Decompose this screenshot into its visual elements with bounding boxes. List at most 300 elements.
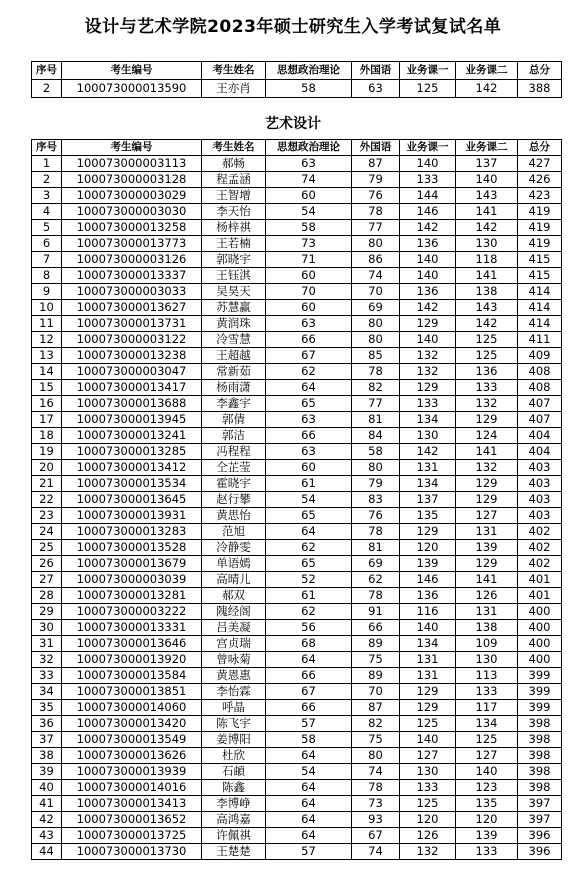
cell-candidate-id: 100073000013420	[62, 716, 202, 732]
table-row	[32, 220, 562, 236]
cell-candidate-id: 100073000003122	[62, 332, 202, 348]
cell-candidate-id: 100073000013331	[62, 620, 202, 636]
table-row	[32, 380, 562, 396]
table-row	[32, 668, 562, 684]
cell-subject-1: 131	[400, 460, 456, 476]
cell-candidate-id: 100073000013652	[62, 812, 202, 828]
cell-subject-1: 140	[400, 268, 456, 284]
cell-foreign-language: 81	[352, 540, 400, 556]
cell-candidate-id: 100073000003222	[62, 604, 202, 620]
cell-seq: 9	[32, 284, 62, 300]
cell-subject-2: 129	[456, 412, 518, 428]
column-header-foreign-language: 外国语	[352, 62, 400, 80]
cell-politics: 64	[266, 748, 352, 764]
cell-politics: 63	[266, 316, 352, 332]
cell-seq: 31	[32, 636, 62, 652]
cell-politics: 66	[266, 428, 352, 444]
cell-candidate-name: 陈鑫	[202, 780, 266, 796]
cell-total: 397	[518, 812, 562, 828]
cell-total: 397	[518, 796, 562, 812]
column-header-seq: 序号	[32, 62, 62, 80]
document-title: 设计与艺术学院2023年硕士研究生入学考试复试名单	[84, 17, 502, 37]
cell-candidate-name: 杨雨潇	[202, 380, 266, 396]
cell-foreign-language: 77	[352, 396, 400, 412]
cell-seq: 1	[32, 156, 62, 172]
cell-subject-2: 138	[456, 620, 518, 636]
cell-seq: 35	[32, 700, 62, 716]
cell-subject-1: 120	[400, 812, 456, 828]
table-row	[32, 316, 562, 332]
cell-candidate-name: 高晴儿	[202, 572, 266, 588]
cell-subject-1: 126	[400, 828, 456, 844]
cell-candidate-name: 高鸿嘉	[202, 812, 266, 828]
cell-candidate-name: 黄恩惠	[202, 668, 266, 684]
cell-foreign-language: 70	[352, 284, 400, 300]
cell-foreign-language: 69	[352, 556, 400, 572]
cell-candidate-id: 100073000013417	[62, 380, 202, 396]
cell-seq: 23	[32, 508, 62, 524]
cell-seq: 42	[32, 812, 62, 828]
cell-total: 400	[518, 604, 562, 620]
table-row	[32, 428, 562, 444]
cell-subject-1: 142	[400, 220, 456, 236]
column-header-subject-1: 业务课一	[400, 140, 456, 156]
cell-subject-2: 142	[456, 316, 518, 332]
cell-candidate-name: 冷静雯	[202, 540, 266, 556]
cell-subject-2: 136	[456, 364, 518, 380]
cell-subject-2: 140	[456, 764, 518, 780]
cell-politics: 65	[266, 556, 352, 572]
cell-total: 414	[518, 284, 562, 300]
cell-candidate-name: 黄思怡	[202, 508, 266, 524]
table-row	[32, 620, 562, 636]
cell-candidate-id: 100073000013528	[62, 540, 202, 556]
cell-politics: 70	[266, 284, 352, 300]
cell-subject-1: 120	[400, 540, 456, 556]
cell-seq: 10	[32, 300, 62, 316]
cell-politics: 62	[266, 364, 352, 380]
cell-foreign-language: 76	[352, 188, 400, 204]
cell-foreign-language: 80	[352, 460, 400, 476]
cell-total: 423	[518, 188, 562, 204]
cell-total: 419	[518, 220, 562, 236]
table-row	[32, 524, 562, 540]
cell-candidate-name: 王钰淇	[202, 268, 266, 284]
cell-seq: 16	[32, 396, 62, 412]
cell-seq: 34	[32, 684, 62, 700]
cell-subject-2: 131	[456, 604, 518, 620]
table-row	[32, 652, 562, 668]
cell-subject-2: 117	[456, 700, 518, 716]
cell-candidate-id: 100073000013413	[62, 796, 202, 812]
cell-subject-2: 134	[456, 716, 518, 732]
table-row	[32, 284, 562, 300]
column-header-subject-2: 业务课二	[456, 140, 518, 156]
cell-politics: 63	[266, 412, 352, 428]
cell-candidate-id: 100073000013851	[62, 684, 202, 700]
cell-candidate-name: 杨梓祺	[202, 220, 266, 236]
cell-foreign-language: 89	[352, 668, 400, 684]
cell-candidate-id: 100073000003029	[62, 188, 202, 204]
cell-foreign-language: 91	[352, 604, 400, 620]
cell-subject-2: 131	[456, 524, 518, 540]
cell-candidate-id: 100073000003128	[62, 172, 202, 188]
table-row	[32, 188, 562, 204]
cell-total: 404	[518, 444, 562, 460]
cell-politics: 54	[266, 204, 352, 220]
cell-politics: 62	[266, 540, 352, 556]
cell-seq: 36	[32, 716, 62, 732]
column-header-politics: 思想政治理论	[266, 140, 352, 156]
cell-candidate-name: 曾咏菊	[202, 652, 266, 668]
cell-total: 414	[518, 300, 562, 316]
cell-seq: 41	[32, 796, 62, 812]
cell-candidate-id: 100073000013939	[62, 764, 202, 780]
column-header-subject-2: 业务课二	[456, 62, 518, 80]
cell-total: 419	[518, 236, 562, 252]
table-row	[32, 172, 562, 188]
cell-politics: 56	[266, 620, 352, 636]
cell-subject-2: 143	[456, 188, 518, 204]
cell-subject-2: 137	[456, 156, 518, 172]
cell-subject-2: 130	[456, 652, 518, 668]
cell-politics: 63	[266, 156, 352, 172]
column-header-total: 总分	[518, 62, 562, 80]
table-row	[32, 684, 562, 700]
table-row	[32, 348, 562, 364]
cell-total: 398	[518, 748, 562, 764]
cell-politics: 54	[266, 492, 352, 508]
cell-candidate-id: 100073000013412	[62, 460, 202, 476]
cell-politics: 63	[266, 444, 352, 460]
table-row	[32, 236, 562, 252]
cell-candidate-name: 李博峥	[202, 796, 266, 812]
cell-candidate-name: 石頔	[202, 764, 266, 780]
cell-candidate-id: 100073000013731	[62, 316, 202, 332]
cell-subject-2: 132	[456, 460, 518, 476]
cell-total: 401	[518, 588, 562, 604]
cell-seq: 8	[32, 268, 62, 284]
cell-politics: 61	[266, 476, 352, 492]
column-header-candidate-name: 考生姓名	[202, 62, 266, 80]
cell-foreign-language: 69	[352, 300, 400, 316]
cell-total: 426	[518, 172, 562, 188]
cell-subject-2: 120	[456, 812, 518, 828]
cell-subject-2: 143	[456, 300, 518, 316]
cell-candidate-name: 王亦肖	[202, 80, 266, 98]
table-row	[32, 748, 562, 764]
cell-subject-2: 118	[456, 252, 518, 268]
cell-politics: 64	[266, 780, 352, 796]
cell-candidate-id: 100073000003039	[62, 572, 202, 588]
table-row	[32, 764, 562, 780]
cell-subject-1: 129	[400, 684, 456, 700]
table-row	[32, 572, 562, 588]
cell-foreign-language: 93	[352, 812, 400, 828]
cell-politics: 60	[266, 300, 352, 316]
cell-seq: 4	[32, 204, 62, 220]
table-row	[32, 444, 562, 460]
cell-candidate-id: 100073000013920	[62, 652, 202, 668]
cell-total: 403	[518, 508, 562, 524]
cell-politics: 64	[266, 796, 352, 812]
cell-candidate-name: 冯程程	[202, 444, 266, 460]
cell-politics: 57	[266, 716, 352, 732]
cell-total: 403	[518, 492, 562, 508]
cell-total: 407	[518, 412, 562, 428]
cell-politics: 60	[266, 268, 352, 284]
cell-politics: 64	[266, 652, 352, 668]
cell-politics: 66	[266, 700, 352, 716]
cell-seq: 33	[32, 668, 62, 684]
cell-seq: 7	[32, 252, 62, 268]
cell-seq: 37	[32, 732, 62, 748]
cell-subject-2: 142	[456, 80, 518, 98]
cell-candidate-id: 100073000003030	[62, 204, 202, 220]
cell-candidate-id: 100073000013534	[62, 476, 202, 492]
cell-total: 388	[518, 80, 562, 98]
cell-seq: 21	[32, 476, 62, 492]
cell-total: 398	[518, 764, 562, 780]
cell-subject-1: 125	[400, 716, 456, 732]
cell-subject-1: 129	[400, 380, 456, 396]
cell-total: 402	[518, 540, 562, 556]
cell-subject-1: 127	[400, 748, 456, 764]
cell-candidate-name: 陈飞宇	[202, 716, 266, 732]
cell-subject-2: 141	[456, 572, 518, 588]
cell-candidate-name: 吕美凝	[202, 620, 266, 636]
cell-candidate-id: 100073000013283	[62, 524, 202, 540]
cell-subject-2: 129	[456, 492, 518, 508]
cell-subject-2: 127	[456, 748, 518, 764]
cell-subject-1: 130	[400, 428, 456, 444]
cell-total: 408	[518, 380, 562, 396]
cell-candidate-id: 100073000013646	[62, 636, 202, 652]
cell-candidate-name: 李怡霖	[202, 684, 266, 700]
cell-candidate-name: 李天怡	[202, 204, 266, 220]
cell-subject-1: 132	[400, 364, 456, 380]
cell-seq: 19	[32, 444, 62, 460]
cell-foreign-language: 75	[352, 732, 400, 748]
table-row	[32, 636, 562, 652]
cell-candidate-name: 黄润珠	[202, 316, 266, 332]
cell-politics: 64	[266, 380, 352, 396]
cell-candidate-id: 100073000013337	[62, 268, 202, 284]
cell-foreign-language: 62	[352, 572, 400, 588]
cell-subject-2: 129	[456, 556, 518, 572]
cell-foreign-language: 87	[352, 700, 400, 716]
cell-foreign-language: 79	[352, 476, 400, 492]
cell-subject-2: 125	[456, 732, 518, 748]
table-row	[32, 508, 562, 524]
cell-politics: 73	[266, 236, 352, 252]
cell-seq: 38	[32, 748, 62, 764]
table-row	[32, 780, 562, 796]
cell-seq: 3	[32, 188, 62, 204]
cell-seq: 2	[32, 172, 62, 188]
table-header-row	[32, 62, 562, 80]
column-header-total: 总分	[518, 140, 562, 156]
cell-total: 400	[518, 652, 562, 668]
cell-candidate-name: 宫贞瑞	[202, 636, 266, 652]
cell-politics: 67	[266, 684, 352, 700]
cell-total: 403	[518, 476, 562, 492]
cell-subject-1: 125	[400, 80, 456, 98]
cell-politics: 54	[266, 764, 352, 780]
cell-candidate-name: 许佩祺	[202, 828, 266, 844]
column-header-politics: 思想政治理论	[266, 62, 352, 80]
cell-seq: 20	[32, 460, 62, 476]
cell-total: 411	[518, 332, 562, 348]
cell-foreign-language: 58	[352, 444, 400, 460]
cell-subject-1: 133	[400, 172, 456, 188]
cell-foreign-language: 79	[352, 172, 400, 188]
cell-subject-1: 136	[400, 236, 456, 252]
cell-foreign-language: 63	[352, 80, 400, 98]
cell-foreign-language: 80	[352, 316, 400, 332]
cell-foreign-language: 80	[352, 748, 400, 764]
cell-candidate-name: 郭洁	[202, 428, 266, 444]
cell-politics: 62	[266, 604, 352, 620]
cell-subject-1: 146	[400, 572, 456, 588]
table-row	[32, 268, 562, 284]
cell-politics: 61	[266, 588, 352, 604]
cell-total: 409	[518, 348, 562, 364]
cell-candidate-id: 100073000013281	[62, 588, 202, 604]
table-row	[32, 460, 562, 476]
cell-candidate-name: 呼晶	[202, 700, 266, 716]
cell-subject-1: 144	[400, 188, 456, 204]
table-row	[32, 476, 562, 492]
admission-table-1	[31, 61, 562, 98]
cell-foreign-language: 78	[352, 364, 400, 380]
cell-subject-2: 139	[456, 828, 518, 844]
table-row	[32, 844, 562, 860]
cell-candidate-id: 100073000013688	[62, 396, 202, 412]
cell-foreign-language: 80	[352, 236, 400, 252]
table-row	[32, 604, 562, 620]
cell-foreign-language: 78	[352, 588, 400, 604]
cell-foreign-language: 77	[352, 220, 400, 236]
cell-total: 399	[518, 700, 562, 716]
cell-candidate-name: 郝双	[202, 588, 266, 604]
cell-seq: 17	[32, 412, 62, 428]
cell-politics: 60	[266, 188, 352, 204]
cell-seq: 32	[32, 652, 62, 668]
column-header-candidate-name: 考生姓名	[202, 140, 266, 156]
cell-subject-2: 113	[456, 668, 518, 684]
cell-politics: 64	[266, 524, 352, 540]
cell-politics: 74	[266, 172, 352, 188]
cell-total: 404	[518, 428, 562, 444]
cell-subject-1: 116	[400, 604, 456, 620]
cell-candidate-id: 100073000014016	[62, 780, 202, 796]
cell-subject-2: 109	[456, 636, 518, 652]
cell-subject-1: 134	[400, 636, 456, 652]
cell-candidate-id: 100073000003033	[62, 284, 202, 300]
cell-seq: 12	[32, 332, 62, 348]
cell-subject-1: 129	[400, 316, 456, 332]
cell-seq: 14	[32, 364, 62, 380]
cell-total: 415	[518, 252, 562, 268]
cell-foreign-language: 82	[352, 380, 400, 396]
cell-candidate-id: 100073000013626	[62, 748, 202, 764]
cell-candidate-name: 冷雪慧	[202, 332, 266, 348]
cell-politics: 60	[266, 460, 352, 476]
cell-total: 396	[518, 828, 562, 844]
cell-seq: 43	[32, 828, 62, 844]
cell-subject-2: 124	[456, 428, 518, 444]
cell-foreign-language: 66	[352, 620, 400, 636]
cell-total: 401	[518, 572, 562, 588]
table-row	[32, 828, 562, 844]
cell-subject-1: 134	[400, 412, 456, 428]
cell-candidate-id: 100073000013258	[62, 220, 202, 236]
cell-candidate-name: 仝芷莹	[202, 460, 266, 476]
cell-foreign-language: 80	[352, 332, 400, 348]
cell-candidate-name: 杜欣	[202, 748, 266, 764]
cell-foreign-language: 78	[352, 524, 400, 540]
cell-total: 400	[518, 620, 562, 636]
cell-subject-1: 136	[400, 588, 456, 604]
cell-foreign-language: 74	[352, 764, 400, 780]
table-row	[32, 80, 562, 98]
cell-subject-1: 142	[400, 300, 456, 316]
cell-subject-1: 146	[400, 204, 456, 220]
column-header-seq: 序号	[32, 140, 62, 156]
cell-subject-1: 135	[400, 508, 456, 524]
cell-seq: 40	[32, 780, 62, 796]
cell-candidate-id: 100073000013285	[62, 444, 202, 460]
cell-total: 398	[518, 732, 562, 748]
cell-candidate-name: 苏慧赢	[202, 300, 266, 316]
cell-subject-1: 142	[400, 444, 456, 460]
cell-subject-2: 133	[456, 684, 518, 700]
cell-subject-2: 139	[456, 540, 518, 556]
table-row	[32, 588, 562, 604]
cell-foreign-language: 78	[352, 204, 400, 220]
cell-candidate-id: 100073000014060	[62, 700, 202, 716]
cell-subject-1: 140	[400, 156, 456, 172]
cell-candidate-id: 100073000013725	[62, 828, 202, 844]
cell-foreign-language: 83	[352, 492, 400, 508]
cell-candidate-id: 100073000003126	[62, 252, 202, 268]
cell-candidate-name: 隗经阁	[202, 604, 266, 620]
cell-seq: 5	[32, 220, 62, 236]
cell-candidate-name: 郭倩	[202, 412, 266, 428]
cell-total: 415	[518, 268, 562, 284]
cell-politics: 58	[266, 732, 352, 748]
cell-subject-2: 130	[456, 236, 518, 252]
cell-politics: 68	[266, 636, 352, 652]
cell-subject-1: 132	[400, 844, 456, 860]
cell-candidate-name: 王楚楚	[202, 844, 266, 860]
table-row	[32, 252, 562, 268]
cell-subject-2: 127	[456, 508, 518, 524]
cell-subject-1: 134	[400, 476, 456, 492]
cell-politics: 65	[266, 396, 352, 412]
cell-foreign-language: 76	[352, 508, 400, 524]
cell-politics: 64	[266, 828, 352, 844]
cell-foreign-language: 86	[352, 252, 400, 268]
table-row	[32, 396, 562, 412]
cell-subject-2: 125	[456, 348, 518, 364]
cell-subject-1: 140	[400, 732, 456, 748]
cell-candidate-name: 郭晓宇	[202, 252, 266, 268]
cell-seq: 6	[32, 236, 62, 252]
cell-candidate-name: 霍晓宇	[202, 476, 266, 492]
cell-politics: 67	[266, 348, 352, 364]
